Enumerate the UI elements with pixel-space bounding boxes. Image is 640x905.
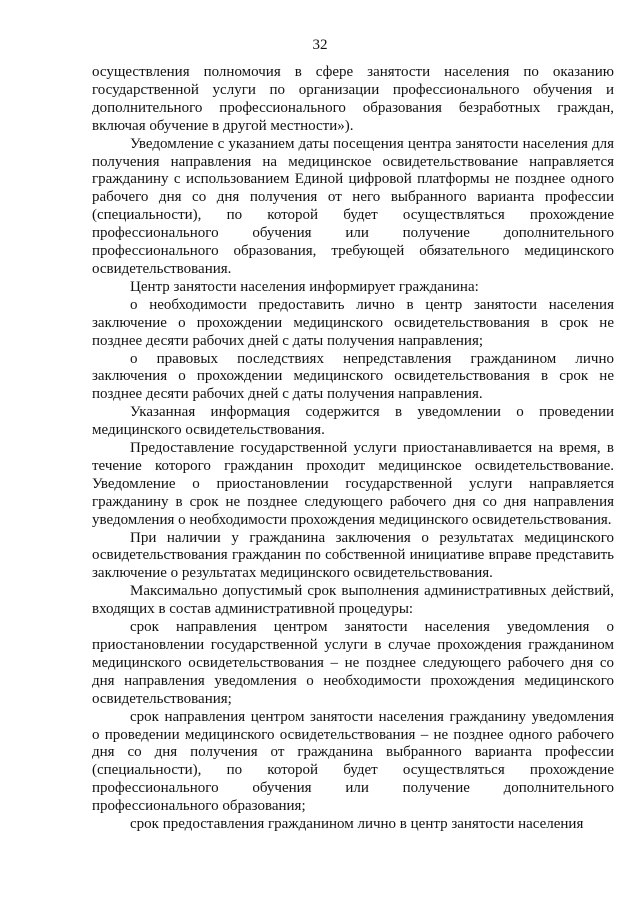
page-number: 32 [312,37,328,53]
paragraph: о правовых последствиях непредставления гражданином лично заключения о прохождении медицинского освидетельствования в срок не позднее десяти рабочих дней с даты получения направления. [92,350,614,403]
paragraph: срок предоставления гражданином лично в центр занятости населения [130,816,584,833]
paragraph: При наличии у гражданина заключения о результатах медицинского освидетельствования гражданин по собственной инициативе вправе представить заключение о результатах медицинского освидетельствования. [92,529,614,582]
paragraph: Предоставление государственной услуги приостанавливается на время, в течение которого гражданин проходит медицинское освидетельствование. Уведомление о приостановлении государственной услуги направляется гражданину в срок не позднее следующего рабочего дня со дня направления уведомления о необходимости прохождения медицинского освидетельствования. [92,440,614,528]
paragraph: срок направления центром занятости населения уведомления о приостановлении государственной услуги в случае прохождения гражданином медицинского освидетельствования – не позднее следующего рабочего дня со дня направления уведомления о необходимости прохождения медицинского освидетельствования; [92,619,614,707]
paragraph: осуществления полномочия в сфере занятости населения по оказанию государственной услуги по организации профессионального обучения и дополнительного профессионального образования безработных граждан, включая обучение в другой местности»). [92,64,614,134]
document-body [92,64,614,834]
paragraph: о необходимости предоставить лично в центр занятости населения заключение о прохождении медицинского освидетельствования в срок не позднее десяти рабочих дней с даты получения направления; [92,296,614,349]
paragraph: Максимально допустимый срок выполнения административных действий, входящих в состав административной процедуры: [92,583,614,618]
paragraph: Центр занятости населения информирует гражданина: [130,278,479,295]
paragraph: срок направления центром занятости населения гражданину уведомления о проведении медицинского освидетельствования – не позднее одного рабочего дня со дня получения от гражданина выбранного варианта профессии (специальности), по которой будет осуществляться прохождение профессионального обучения или получение дополнительного профессионального образования; [92,708,614,815]
paragraph: Уведомление с указанием даты посещения центра занятости населения для получения направления на медицинское освидетельствование направляется гражданину с использованием Единой цифровой платформы не позднее одного рабочего дня со дня получения от него выбранного варианта профессии (специальности), по которой будет осуществляться прохождение профессионального обучения или получение дополнительного профессионального образования, требующей обязательного медицинского освидетельствования. [92,135,614,277]
paragraph: Указанная информация содержится в уведомлении о проведении медицинского освидетельствования. [92,404,614,439]
